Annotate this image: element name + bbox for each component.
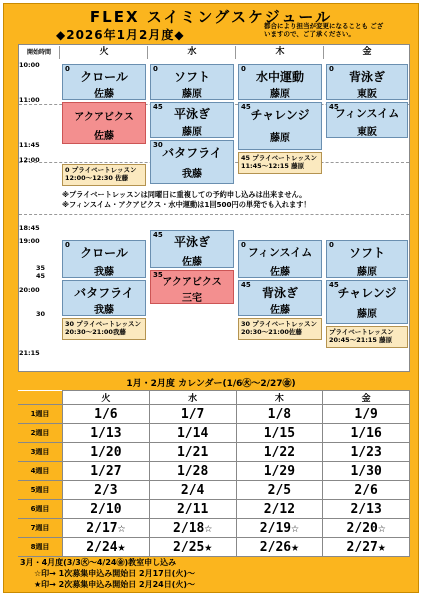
class-block[interactable] xyxy=(62,240,146,278)
class-name: チャレンジ xyxy=(337,286,397,300)
calendar-date: 1/7 xyxy=(149,405,236,424)
calendar-row xyxy=(18,405,410,424)
start-minute: 30 xyxy=(153,141,163,149)
start-minute: 45 xyxy=(241,281,251,289)
notes xyxy=(62,190,311,210)
coach-name: 佐藤 xyxy=(182,257,202,268)
class-name: アクアビクス xyxy=(74,112,134,123)
class-name: 平泳ぎ xyxy=(173,235,210,249)
calendar-table xyxy=(18,390,410,557)
coach-name: 藤原 xyxy=(182,127,202,138)
class-name: バタフライ xyxy=(162,146,222,160)
calendar-corner xyxy=(18,391,63,405)
coach-name: 東阪 xyxy=(357,127,377,138)
private-lesson-label: プライベートレッスン xyxy=(329,328,394,336)
class-name: 水中運動 xyxy=(255,70,304,84)
class-name: チャレンジ xyxy=(250,108,310,122)
private-lesson-label: 30 プライベートレッスン xyxy=(65,320,142,328)
day-header-fri: 金 xyxy=(325,46,409,59)
note-line: ※プライベートレッスンは同曜日に重複しての予約申し込みは出来ません。 xyxy=(62,190,307,199)
calendar-row xyxy=(18,519,410,538)
coach-name: 佐藤 xyxy=(94,131,114,142)
coach-name: 佐藤 xyxy=(94,89,114,100)
private-lesson-block[interactable] xyxy=(238,318,322,340)
start-minute: 0 xyxy=(65,241,70,249)
calendar-date: 1/27 xyxy=(63,462,150,481)
calendar-date: 1/9 xyxy=(323,405,410,424)
calendar-date: 2/12 xyxy=(236,500,323,519)
calendar-date: 1/14 xyxy=(149,424,236,443)
class-block[interactable] xyxy=(150,102,234,138)
start-minute: 0 xyxy=(65,65,70,73)
private-lesson-time: 20:30～21:00我藤 xyxy=(65,328,126,336)
time-label: 20:00 xyxy=(19,286,40,294)
class-block[interactable] xyxy=(238,64,322,100)
calendar-date: 2/18☆ xyxy=(149,519,236,538)
start-minute: 0 xyxy=(153,65,158,73)
calendar-day-header: 火 xyxy=(63,391,150,405)
private-lesson-time: 11:45～12:15 藤原 xyxy=(241,162,305,170)
week-label: 4週目 xyxy=(18,462,63,481)
time-label: 11:00 xyxy=(19,96,40,104)
calendar-date: 1/28 xyxy=(149,462,236,481)
calendar-date: 1/6 xyxy=(63,405,150,424)
calendar-date: 2/4 xyxy=(149,481,236,500)
calendar-date: 2/5 xyxy=(236,481,323,500)
week-label: 7週目 xyxy=(18,519,63,538)
calendar-row xyxy=(18,424,410,443)
week-label: 5週目 xyxy=(18,481,63,500)
calendar-date: 2/17☆ xyxy=(63,519,150,538)
day-header-tue: 火 xyxy=(61,46,148,59)
calendar-date: 1/15 xyxy=(236,424,323,443)
class-name: クロール xyxy=(80,70,128,84)
time-label: 10:00 xyxy=(19,61,40,69)
calendar-date: 2/25★ xyxy=(149,538,236,557)
class-block[interactable] xyxy=(62,64,146,100)
coach-name: 我藤 xyxy=(94,267,114,278)
coach-name: 藤原 xyxy=(270,89,290,100)
week-label: 6週目 xyxy=(18,500,63,519)
class-block[interactable] xyxy=(238,102,322,150)
private-lesson-label: 45 プライベートレッスン xyxy=(241,154,318,162)
start-minute: 0 xyxy=(241,241,246,249)
start-minute: 45 xyxy=(153,231,163,239)
coach-name: 東阪 xyxy=(357,89,377,100)
time-label: 18:45 xyxy=(19,224,40,232)
week-label: 1週目 xyxy=(18,405,63,424)
time-label: 12:00 xyxy=(19,156,40,164)
class-block[interactable] xyxy=(150,140,234,184)
time-header: 開始時間 xyxy=(19,46,60,59)
calendar-title: 1月・2月度 カレンダー(1/6㊋～2/27㊎) xyxy=(126,379,296,389)
start-minute: 45 xyxy=(241,103,251,111)
time-label: 35 xyxy=(36,264,46,272)
coach-name: 我藤 xyxy=(182,169,202,180)
calendar-date: 2/26★ xyxy=(236,538,323,557)
calendar-date: 2/3 xyxy=(63,481,150,500)
calendar-row xyxy=(18,462,410,481)
coach-name: 我藤 xyxy=(94,305,114,316)
footer-notes xyxy=(20,557,195,590)
private-lesson-block[interactable] xyxy=(326,326,408,348)
note-line: ※フィンスイム・アクアビクス・水中運動は1回500円の単発でも入れます！ xyxy=(62,200,311,209)
start-minute: 0 xyxy=(241,65,246,73)
class-name: フィンスイム xyxy=(334,107,400,120)
calendar-day-header: 水 xyxy=(149,391,236,405)
start-minute: 45 xyxy=(329,103,339,111)
class-block[interactable] xyxy=(150,64,234,100)
calendar-date: 2/20☆ xyxy=(323,519,410,538)
page-subtitle: ◆2026年1月2月度◆ xyxy=(56,28,185,42)
calendar-row xyxy=(18,500,410,519)
start-minute: 45 xyxy=(153,103,163,111)
calendar-date: 1/21 xyxy=(149,443,236,462)
coach-name: 佐藤 xyxy=(270,305,290,316)
private-lesson-block[interactable] xyxy=(62,164,146,186)
calendar-date: 2/27★ xyxy=(323,538,410,557)
day-header-wed: 水 xyxy=(149,46,236,59)
class-block[interactable] xyxy=(238,240,322,278)
private-lesson-block[interactable] xyxy=(62,318,146,340)
footer-line: ★印→ 2次募集申込み開始日 2月24日(火)～ xyxy=(34,580,196,589)
class-block[interactable] xyxy=(326,240,408,278)
class-name: フィンスイム xyxy=(247,246,313,259)
class-block[interactable] xyxy=(326,102,408,138)
coach-name: 三宅 xyxy=(182,293,202,304)
coach-name: 佐藤 xyxy=(270,267,290,278)
private-lesson-block[interactable] xyxy=(238,152,322,174)
calendar-date: 2/6 xyxy=(323,481,410,500)
calendar-date: 2/11 xyxy=(149,500,236,519)
class-block[interactable] xyxy=(150,230,234,268)
coach-name: 藤原 xyxy=(182,89,202,100)
time-label: 30 xyxy=(36,310,46,318)
class-block[interactable] xyxy=(238,280,322,316)
calendar-row xyxy=(18,443,410,462)
class-block[interactable] xyxy=(150,270,234,304)
calendar-date: 1/29 xyxy=(236,462,323,481)
class-name: ソフト xyxy=(348,246,385,260)
class-name: 背泳ぎ xyxy=(261,286,298,300)
calendar-date: 1/30 xyxy=(323,462,410,481)
calendar-date: 2/24★ xyxy=(63,538,150,557)
coach-name: 藤原 xyxy=(357,267,377,278)
calendar-date: 1/20 xyxy=(63,443,150,462)
divider xyxy=(19,214,409,215)
coach-name: 藤原 xyxy=(270,133,290,144)
class-block[interactable] xyxy=(326,280,408,324)
calendar-header-row xyxy=(18,391,410,405)
class-name: バタフライ xyxy=(74,286,134,300)
calendar-day-header: 金 xyxy=(323,391,410,405)
week-label: 8週目 xyxy=(18,538,63,557)
class-name: ソフト xyxy=(173,70,210,84)
private-lesson-time: 12:00～12:30 佐藤 xyxy=(65,174,129,182)
class-name: アクアビクス xyxy=(162,277,222,288)
notice-text: 都合により担当が変更になることも ございますので、ご了承ください。 xyxy=(264,22,384,38)
time-label: 19:00 xyxy=(19,237,40,245)
calendar-date: 2/13 xyxy=(323,500,410,519)
private-lesson-label: 0 プライベートレッスン xyxy=(65,166,137,174)
class-name: クロール xyxy=(80,246,128,260)
calendar-date: 2/19☆ xyxy=(236,519,323,538)
calendar-row xyxy=(18,538,410,557)
class-name: 背泳ぎ xyxy=(348,70,385,84)
time-label: 21:15 xyxy=(19,349,40,357)
calendar-row xyxy=(18,481,410,500)
time-label: 11:45 xyxy=(19,141,40,149)
start-minute: 0 xyxy=(329,241,334,249)
start-minute: 35 xyxy=(153,271,163,279)
private-lesson-time: 20:30～21:00佐藤 xyxy=(241,328,302,336)
calendar-date: 2/10 xyxy=(63,500,150,519)
page-title: FLEX スイミングスケジュール xyxy=(89,8,333,26)
class-block[interactable] xyxy=(326,64,408,100)
footer-line: ☆印→ 1次募集申込み開始日 2月17日(火)～ xyxy=(34,569,196,578)
calendar-date: 1/23 xyxy=(323,443,410,462)
calendar-day-header: 木 xyxy=(236,391,323,405)
class-block[interactable] xyxy=(62,102,146,144)
week-label: 2週目 xyxy=(18,424,63,443)
private-lesson-label: 30 プライベートレッスン xyxy=(241,320,318,328)
week-label: 3週目 xyxy=(18,443,63,462)
footer-line: 3月・4月度(3/3㊋～4/24㊎)教室申し込み xyxy=(20,558,177,567)
calendar-date: 1/8 xyxy=(236,405,323,424)
calendar-date: 1/13 xyxy=(63,424,150,443)
start-minute: 0 xyxy=(329,65,334,73)
day-header-thu: 木 xyxy=(237,46,324,59)
private-lesson-time: 20:45～21:15 藤原 xyxy=(329,336,393,344)
start-minute: 45 xyxy=(329,281,339,289)
coach-name: 藤原 xyxy=(357,309,377,320)
class-block[interactable] xyxy=(62,280,146,316)
schedule-sheet xyxy=(3,3,419,593)
class-name: 平泳ぎ xyxy=(173,107,210,121)
calendar-date: 1/22 xyxy=(236,443,323,462)
calendar-date: 1/16 xyxy=(323,424,410,443)
time-label: 45 xyxy=(36,272,46,280)
